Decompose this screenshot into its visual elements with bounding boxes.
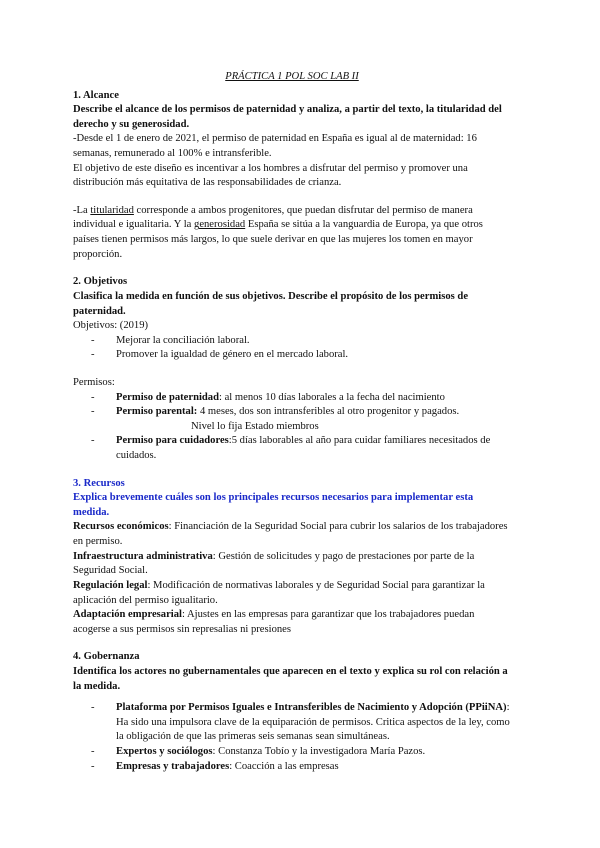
section-4-heading: 4. Gobernanza	[73, 651, 140, 663]
list-item: - Permiso de paternidad: al menos 10 días laborales a la fecha del nacimiento	[91, 391, 511, 406]
list-item: - Expertos y sociólogos: Constanza Tobío y la investigadora María Pazos.	[91, 745, 511, 760]
resource-item: Recursos económicos: Financiación de la Seguridad Social para cubrir los salarios de los trabajadores en permiso.	[73, 521, 508, 548]
actors-list	[73, 701, 511, 774]
section-1-paragraph-1: -Desde el 1 de enero de 2021, el permiso de paternidad en España es igual al de maternidad: 16 semanas, remunerado al 100% e intransferible.	[73, 133, 477, 160]
section-4-question: Identifica los actores no gubernamentales que aparecen en el texto y explica su rol con relación a la medida.	[73, 665, 508, 692]
document-page	[73, 70, 511, 774]
titularidad-term: titularidad	[90, 204, 134, 216]
list-item: - Promover la igualdad de género en el mercado laboral.	[91, 348, 511, 363]
permits-label: Permisos:	[73, 376, 115, 388]
list-item: - Empresas y trabajadores: Coacción a las empresas	[91, 760, 511, 775]
document-title: PRÁCTICA 1 POL SOC LAB II	[225, 71, 359, 82]
section-1-paragraph-2: El objetivo de este diseño es incentivar a los hombres a disfrutar del permiso y promover una distribución más equitativa de las responsabilidades de crianza.	[73, 162, 468, 189]
section-2-heading: 2. Objetivos	[73, 276, 128, 288]
resource-item: Regulación legal: Modificación de normativas laborales y de Seguridad Social para garantizar la aplicación del permiso igualitario.	[73, 579, 485, 606]
generosidad-term: generosidad	[194, 219, 246, 231]
resource-item: Infraestructura administrativa: Gestión de solicitudes y pago de prestaciones por parte de la Seguridad Social.	[73, 550, 475, 577]
section-1-paragraph-3: -La titularidad corresponde a ambos progenitores, que puedan disfrutar del permiso de manera individual e igualitaria. Y la generosidad España se sitúa a la vanguardia de Europa, ya que otros países tienen permisos más largos, lo que suele derivar en que las mujeres los tomen en mayor proporción.	[73, 204, 483, 260]
list-item: - Plataforma por Permisos Iguales e Intransferibles de Nacimiento y Adopción (PPiiNA): Ha sido una impulsora clave de la equiparación de permisos. Critica aspectos de la ley, como la obligación de que las primeras seis semanas sean simultáneas.	[91, 701, 511, 745]
section-1-question: Describe el alcance de los permisos de paternidad y analiza, a partir del texto, la titularidad del derecho y su generosidad.	[73, 104, 502, 130]
section-1-heading: 1. Alcance	[73, 89, 119, 101]
permits-note: Nivel lo fija Estado miembros	[191, 420, 319, 432]
resource-item: Adaptación empresarial: Ajustes en las empresas para garantizar que los trabajadores puedan acogerse a sus permisos sin represalias ni presiones	[73, 609, 475, 635]
list-item: - Permiso parental: 4 meses, dos son intransferibles al otro progenitor y pagados.	[91, 405, 511, 420]
list-item: - Mejorar la conciliación laboral.	[91, 334, 511, 349]
list-item: - Permiso para cuidadores:5 días laborables al año para cuidar familiares necesitados de cuidados.	[91, 434, 511, 463]
permits-list-cont	[73, 434, 511, 463]
section-3-question: Explica brevemente cuáles son los principales recursos necesarios para implementar esta medida.	[73, 492, 474, 518]
objectives-label: Objetivos: (2019)	[73, 320, 149, 332]
permits-list	[73, 391, 511, 420]
section-3-heading: 3. Recursos	[73, 477, 125, 489]
objectives-list	[73, 334, 511, 363]
section-2-question: Clasifica la medida en función de sus objetivos. Describe el propósito de los permisos de paternidad.	[73, 290, 469, 317]
